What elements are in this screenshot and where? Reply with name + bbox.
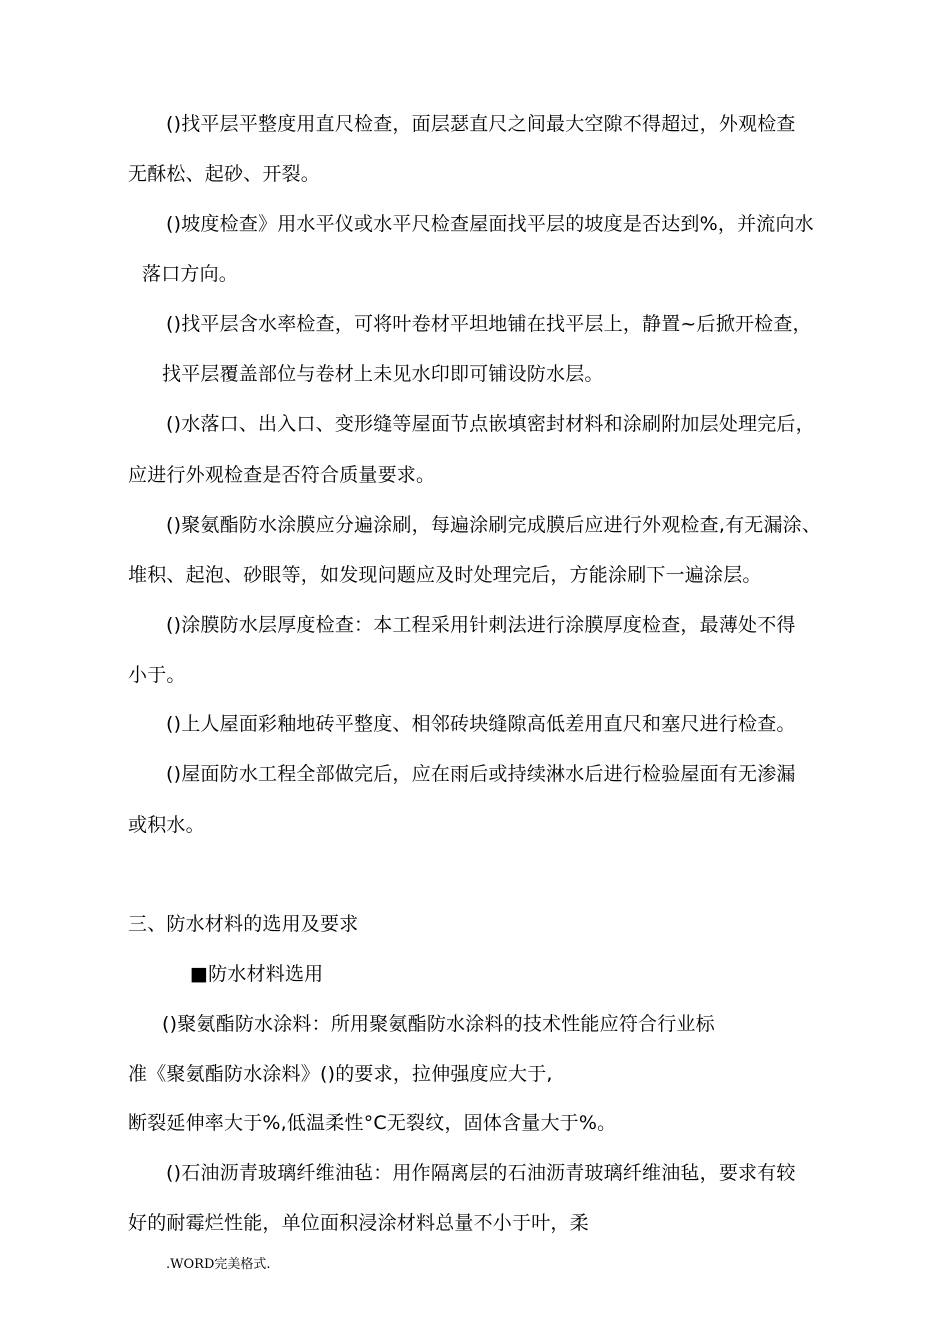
- section-heading: 三、防水材料的选用及要求: [128, 913, 359, 935]
- paragraph-line: 无酥松、起砂、开裂。: [128, 163, 321, 185]
- paragraph-line: 准《聚氨酯防水涂料》()的要求，拉伸强度应大于,: [128, 1063, 553, 1085]
- paragraph-line: ()石油沥青玻璃纤维油毡：用作隔离层的石油沥青玻璃纤维油毡，要求有较: [166, 1162, 796, 1184]
- page-footer: .WORD完美格式.: [166, 1257, 271, 1272]
- paragraph-line: 落口方向。: [142, 263, 239, 285]
- paragraph-line: ()找平层含水率检查，可将叶卷材平坦地铺在找平层上，静置~后掀开检查，: [166, 313, 812, 335]
- paragraph-line: ()屋面防水工程全部做完后，应在雨后或持续淋水后进行检验屋面有无渗漏: [166, 763, 796, 785]
- paragraph-line: 应进行外观检查是否符合质量要求。: [128, 464, 436, 486]
- paragraph-line: ()水落口、出入口、变形缝等屋面节点嵌填密封材料和涂刷附加层处理完后，: [166, 413, 815, 435]
- paragraph-line: ()涂膜防水层厚度检查：本工程采用针刺法进行涂膜厚度检查，最薄处不得: [166, 614, 796, 636]
- paragraph-line: 找平层覆盖部位与卷材上未见水印即可铺设防水层。: [162, 363, 604, 385]
- paragraph-line: ()聚氨酯防水涂膜应分遍涂刷，每遍涂刷完成膜后应进行外观检查,有无漏涂、: [166, 514, 822, 536]
- paragraph-line: ()上人屋面彩釉地砖平整度、相邻砖块缝隙高低差用直尺和塞尺进行检查。: [166, 713, 796, 735]
- paragraph-line: 或积水。: [128, 814, 205, 836]
- paragraph-line: ()坡度检查》用水平仪或水平尺检查屋面找平层的坡度是否达到%，并流向水: [166, 213, 814, 235]
- paragraph-line: ()聚氨酯防水涂料：所用聚氨酯防水涂料的技术性能应符合行业标: [162, 1013, 715, 1035]
- paragraph-line: 好的耐霉烂性能，单位面积浸涂材料总量不小于叶，柔: [128, 1212, 589, 1234]
- paragraph-line: ()找平层平整度用直尺检查，面层瑟直尺之间最大空隙不得超过，外观检查: [166, 113, 796, 135]
- paragraph-line: 断裂延伸率大于%,低温柔性°C无裂纹，固体含量大于%。: [128, 1112, 617, 1134]
- paragraph-line: 堆积、起泡、砂眼等，如发现问题应及时处理完后，方能涂刷下一遍涂层。: [128, 564, 762, 586]
- paragraph-line: 小于。: [128, 664, 186, 686]
- section-subheading: ■防水材料选用: [190, 963, 324, 985]
